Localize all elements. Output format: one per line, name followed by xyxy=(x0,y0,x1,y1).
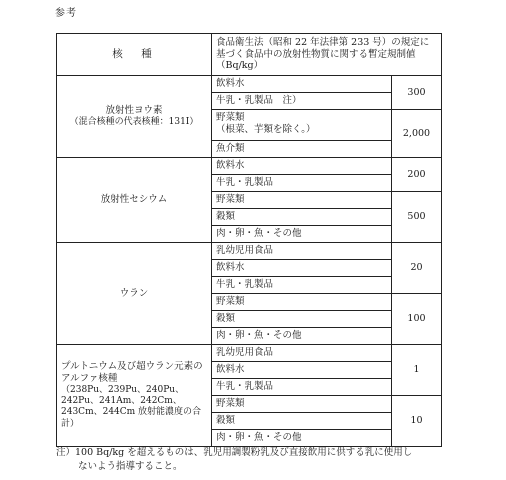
nuclide-note: （混合核種の代表核種：131I） xyxy=(69,116,199,127)
food-cell: 肉・卵・魚・その他 xyxy=(212,430,392,447)
food-cell: 飲料水 xyxy=(212,158,392,175)
nuclide-note: （238Pu、239Pu、240Pu、242Pu、241Am、242Cm、243Cm、244Cm 放射能濃度の合計） xyxy=(61,384,202,429)
limit-value: 100 xyxy=(392,294,442,345)
food-cell: 野菜類 xyxy=(212,396,392,413)
limit-value: 2,000 xyxy=(392,110,442,158)
limit-value: 200 xyxy=(392,158,442,192)
food-cell xyxy=(212,110,392,141)
food-cell: 魚介類 xyxy=(212,141,392,158)
limit-value: 1 xyxy=(392,345,442,396)
nuclide-name: プルトニウム及び超ウラン元素のアルファ核種 xyxy=(61,361,203,384)
nuclide-uranium xyxy=(57,243,212,345)
food-cell: 穀類 xyxy=(212,209,392,226)
nuclide-name: 放射性ヨウ素 xyxy=(105,104,163,116)
radiation-limits-table xyxy=(56,33,442,447)
footnote xyxy=(56,446,476,474)
table-header-row xyxy=(57,34,442,76)
food-cell: 牛乳・乳製品 注） xyxy=(212,93,392,110)
food-cell: 牛乳・乳製品 xyxy=(212,277,392,294)
food-cell: 乳幼児用食品 xyxy=(212,345,392,362)
food-cell: 牛乳・乳製品 xyxy=(212,379,392,396)
food-cell: 肉・卵・魚・その他 xyxy=(212,328,392,345)
limit-value: 500 xyxy=(392,192,442,243)
header-nuclide: 核 種 xyxy=(57,34,212,76)
footnote-line: ないよう指導すること。 xyxy=(78,460,183,472)
limit-value: 20 xyxy=(392,243,442,294)
limit-value: 300 xyxy=(392,76,442,110)
food-cell: 牛乳・乳製品 xyxy=(212,175,392,192)
food-cell: 飲料水 xyxy=(212,362,392,379)
limit-value: 10 xyxy=(392,396,442,447)
food-cell: 乳幼児用食品 xyxy=(212,243,392,260)
nuclide-name: ウラン xyxy=(119,287,149,299)
food-cell: 飲料水 xyxy=(212,76,392,93)
page-label: 参考 xyxy=(55,8,77,19)
food-cell: 穀類 xyxy=(212,413,392,430)
table-row xyxy=(57,243,442,260)
nuclide-iodine xyxy=(57,76,212,158)
table-row xyxy=(57,158,442,175)
food-note: （根菜、芋類を除く。） xyxy=(216,123,316,135)
food-cell: 穀類 xyxy=(212,311,392,328)
table-row xyxy=(57,76,442,93)
table-row xyxy=(57,345,442,362)
nuclide-name: 放射性セシウム xyxy=(100,194,168,206)
food-cell: 飲料水 xyxy=(212,260,392,277)
food-name: 野菜類 xyxy=(216,112,245,123)
footnote-line: 注）100 Bq/kg を超えるものは、乳児用調製粉乳及び直接飲用に供する乳に使用し xyxy=(56,447,413,458)
food-cell: 野菜類 xyxy=(212,192,392,209)
nuclide-plutonium-alpha xyxy=(57,345,212,447)
nuclide-cesium xyxy=(57,158,212,243)
food-cell: 肉・卵・魚・その他 xyxy=(212,226,392,243)
header-limit: 食品衛生法（昭和 22 年法律第 233 号）の規定に基づく食品中の放射性物質に関する暫定規制値（Bq/kg） xyxy=(212,34,442,76)
food-cell: 野菜類 xyxy=(212,294,392,311)
